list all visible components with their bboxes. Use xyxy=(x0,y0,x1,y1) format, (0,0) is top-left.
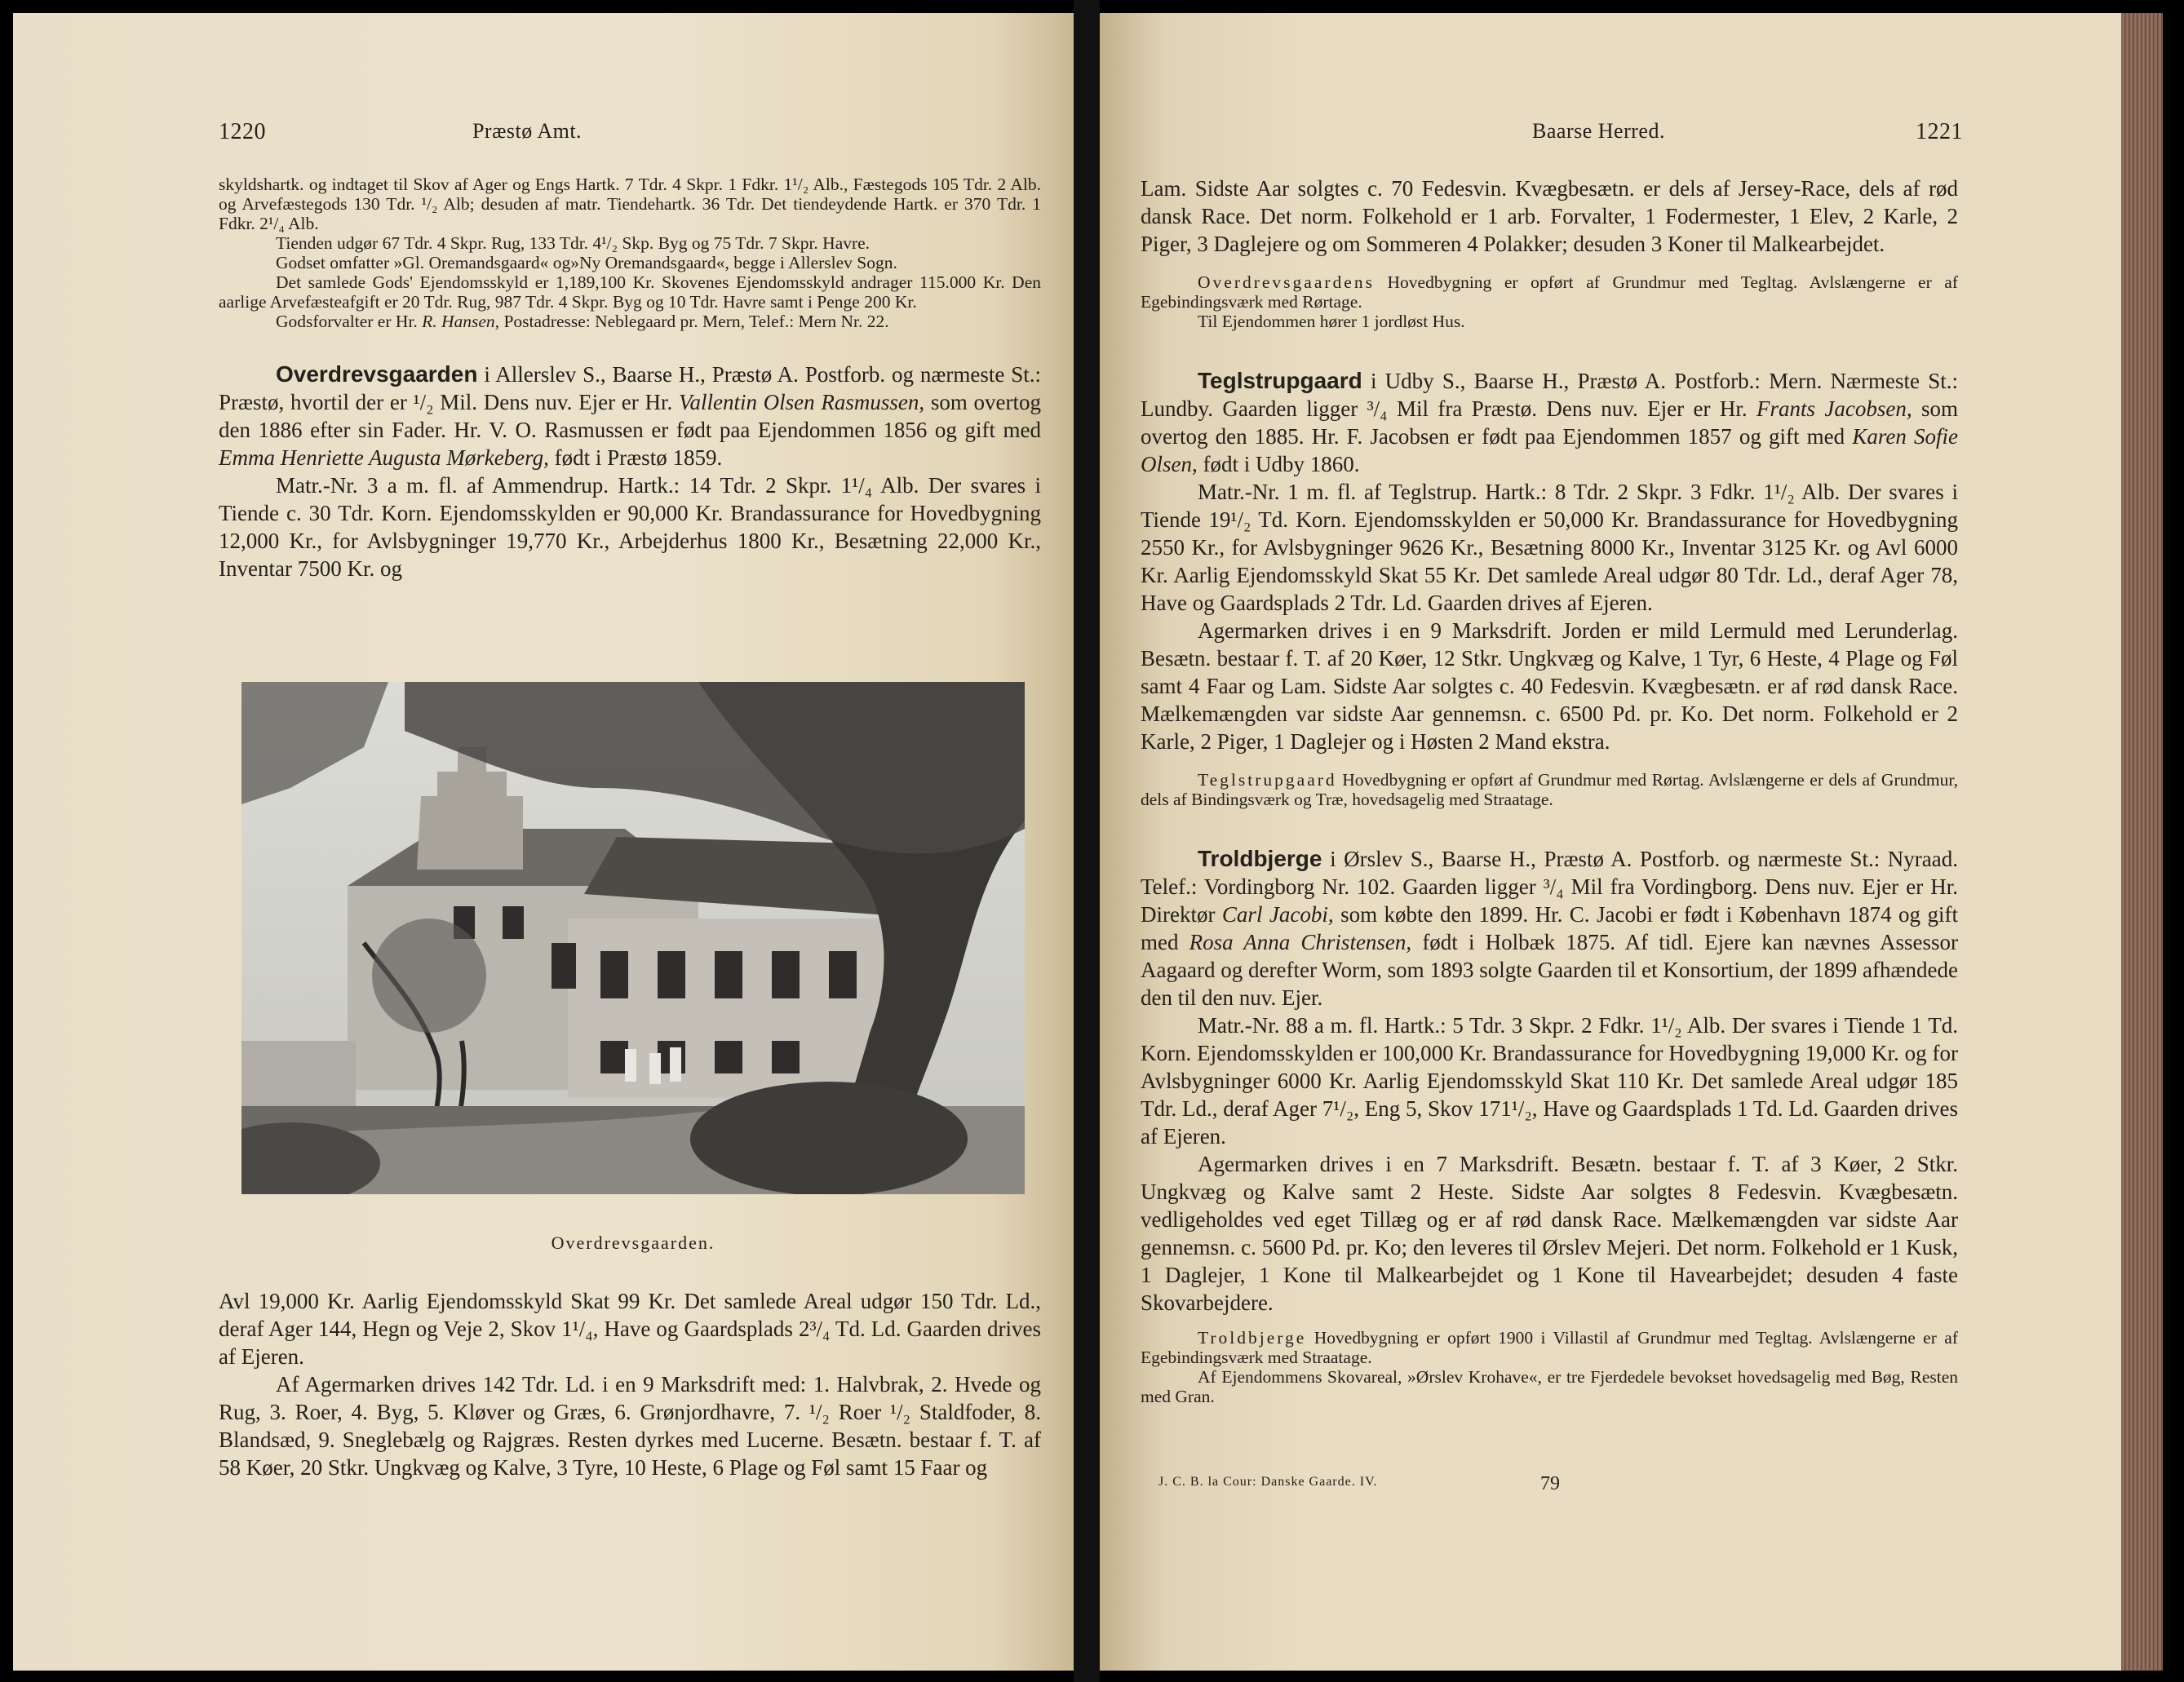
right-page xyxy=(1100,13,2163,1671)
photo-caption: Overdrevsgaarden. xyxy=(551,1233,715,1253)
troldbjerge-agermarken: Agermarken drives i en 7 Marksdrift. Besætn. bestaar f. T. af 3 Køer, 2 Stkr. Ungkvæg og Kalve samt 2 Heste. Sidste Aar solgtes 8 Fedesvin. Kvægbesætn. vedligeholdes ved eget Tillæg og er af rød dansk Race. Mælkemængden var sidste Aar gennemsn. c. 5600 Pd. pr. Ko; den leveres til Ørslev Mejeri. Det norm. Folkehold er 1 Kusk, 1 Daglejer, 1 Kone til Malkearbejdet og 1 Kone til Havearbejdet; desuden 4 faste Skovarbejdere. xyxy=(1141,1152,1958,1315)
signature-mark: 79 xyxy=(1540,1473,1560,1494)
teglstrup-matr: Matr.-Nr. 1 m. fl. af Teglstrup. Hartk.: 8 Tdr. 2 Skpr. 3 Fdkr. 1¹/₂ Alb. Der svares i Tiende 19¹/₂ Td. Korn. Ejendomsskylden er 50,000 Kr. Brandassurance for Hovedbygning 2550 Kr., for Avlsbygninger 9626 Kr., Besætning 8000 Kr., Inventar 3125 Kr. og Avl 6000 Kr. Aarlig Ejendomsskyld Skat 55 Kr. Det samlede Areal udgør 80 Tdr. Ld., deraf Ager 78, Have og Gaardsplads 2 Tdr. Ld. Gaarden drives af Ejeren. xyxy=(1141,480,1958,615)
tienden-paragraph: Tienden udgør 67 Tdr. 4 Skpr. Rug, 133 Tdr. 4¹/₂ Skp. Byg og 75 Tdr. 7 Skpr. Havre. xyxy=(276,233,870,253)
footer-credit: J. C. B. la Cour: Danske Gaarde. IV. xyxy=(1158,1475,1378,1489)
left-page-number: 1220 xyxy=(219,119,266,144)
left-text-column-lower xyxy=(219,1287,1041,1481)
overdrev-areal: Avl 19,000 Kr. Aarlig Ejendomsskyld Skat 99 Kr. Det samlede Areal udgør 150 Tdr. Ld., deraf Ager 144, Hegn og Veje 2, Skov 1¹/₄, Have og Gaardsplads 2³/₄ Td. Ld. Gaarden drives af Ejeren. xyxy=(219,1289,1041,1369)
book-gutter xyxy=(1074,0,1100,1682)
teglstrup-agermarken: Agermarken drives i en 9 Marksdrift. Jorden er mild Lermuld med Lerunderlag. Besætn. bestaar f. T. af 20 Køer, 12 Stkr. Ungkvæg og Kalve, 1 Tyr, 6 Heste, 4 Plage og Føl samt 4 Faar og Lam. Sidste Aar solgtes c. 40 Fedesvin. Kvægbesætn. er af rød dansk Race. Mælkemængden var sidste Aar gennemsn. c. 6500 Pd. pr. Ko. Det norm. Folkehold er 2 Karle, 2 Piger, 1 Daglejer og i Høsten 2 Mand ekstra. xyxy=(1141,618,1958,754)
left-text-column xyxy=(219,175,1041,582)
troldbjerge-forest-note: Af Ejendommens Skovareal, »Ørslev Krohave«, er tre Fjerdedele bevokset hovedsagelig med Bøg, Resten med Gran. xyxy=(1141,1367,1958,1406)
overdrev-hus-note: Til Ejendommen hører 1 jordløst Hus. xyxy=(1198,312,1465,331)
overdrev-continuation: Lam. Sidste Aar solgtes c. 70 Fedesvin. Kvægbesætn. er dels af Jersey-Race, dels af rød dansk Race. Det norm. Folkehold er 1 arb. Forvalter, 1 Fodermester, 1 Elev, 2 Karle, 2 Piger, 3 Daglejere og om Sommeren 4 Polakker; desuden 3 Koner til Malkearbejdet. xyxy=(1141,176,1958,256)
overdrev-title: Overdrevsgaarden xyxy=(276,361,478,387)
left-page xyxy=(13,13,1074,1671)
teglstrup-intro: Teglstrupgaard i Udby S., Baarse H., Præstø A. Postforb.: Mern. Nærmeste St.: Lundby. Gaarden ligger ³/₄ Mil fra Præstø. Dens nuv. Ejer er Hr. Frants Jacobsen, som overtog den 1885. Hr. F. Jacobsen er født paa Ejendommen 1857 og gift med Karen Sofie Olsen, født i Udby 1860. xyxy=(1141,368,1959,476)
overdrev-matr: Matr.-Nr. 3 a m. fl. af Ammendrup. Hartk.: 14 Tdr. 2 Skpr. 1¹/₄ Alb. Der svares i Tiende c. 30 Tdr. Korn. Ejendomsskylden er 90,000 Kr. Brandassurance for Hovedbygning 12,000 Kr., for Avlsbygninger 19,770 Kr., Arbejderhus 1800 Kr., Besætning 22,000 Kr., Inventar 7500 Kr. og xyxy=(219,473,1041,581)
ejendomsskyld-paragraph: Det samlede Gods' Ejendomsskyld er 1,189,100 Kr. Skovenes Ejendomsskyld andrager 115.000 Kr. Den aarlige Arvefæsteafgift er 20 Tdr. Rug, 987 Tdr. 4 Skpr. Byg og 10 Tdr. Havre samt i Penge 200 Kr. xyxy=(219,272,1041,312)
right-page-number: 1221 xyxy=(1916,119,1963,144)
left-running-head: Præstø Amt. xyxy=(472,119,583,143)
right-text-column xyxy=(1141,175,1958,1406)
teglstrup-title: Teglstrupgaard xyxy=(1198,368,1362,393)
godset-paragraph: skyldshartk. og indtaget til Skov af Ager og Engs Hartk. 7 Tdr. 4 Skpr. 1 Fdkr. 1¹/₂ Alb., Fæstegods 105 Tdr. 2 Alb. og Arvefæstegods 130 Tdr. ¹/₂ Alb; desuden af matr. Tiendehartk. 36 Tdr. Det tiendeydende Hartk. er 370 Tdr. 1 Fdkr. 2¹/₄ Alb. xyxy=(219,175,1041,233)
overdrev-intro: Overdrevsgaarden i Allerslev S., Baarse H., Præstø A. Postforb. og nærmeste St.: Præstø, hvortil der er ¹/₂ Mil. Dens nuv. Ejer er Hr. Vallentin Olsen Rasmussen, som overtog den 1886 efter sin Fader. Hr. V. O. Rasmussen er født paa Ejendommen 1856 og gift med Emma Henriette Augusta Mørkeberg, født i Præstø 1859. xyxy=(219,361,1042,470)
right-running-head: Baarse Herred. xyxy=(1532,119,1665,143)
teglstrup-building-note: Teglstrupgaard Hovedbygning er opført af Grundmur med Rørtag. Avlslængerne er dels af Grundmur, dels af Bindingsværk og Træ, hovedsagelig med Straatage. xyxy=(1141,770,1958,809)
overdrevsgaarden-photo xyxy=(241,682,1025,1194)
page-edge-stack xyxy=(2121,13,2163,1671)
godsforvalter-paragraph: Godsforvalter er Hr. R. Hansen, Postadresse: Neblegaard pr. Mern, Telef.: Mern Nr. 22. xyxy=(276,312,889,331)
troldbjerge-building-note: Troldbjerge Hovedbygning er opført 1900 i Villastil af Grundmur med Tegltag. Avlslængerne er af Egebindingsværk med Straatage. xyxy=(1141,1328,1958,1367)
troldbjerge-intro: Troldbjerge i Ørslev S., Baarse H., Præstø A. Postforb. og nærmeste St.: Nyraad. Telef.: Vordingborg Nr. 102. Gaarden ligger ³/₄ Mil fra Vordingborg. Dens nuv. Ejer er Hr. Direktør Carl Jacobi, som købte den 1899. Hr. C. Jacobi er født i København 1874 og gift med Rosa Anna Christensen, født i Holbæk 1875. Af tidl. Ejere kan nævnes Assessor Aagaard og derefter Worm, som 1893 solgte Gaarden til et Konsortium, der 1899 afhændede den til den nuv. Ejer. xyxy=(1141,846,1959,1010)
overdrev-building-note: Overdrevsgaardens Hovedbygning er opført af Grundmur med Tegltag. Avlslængerne er af Egebindingsværk med Rørtage. xyxy=(1141,272,1959,312)
troldbjerge-title: Troldbjerge xyxy=(1198,846,1322,871)
godset-omfatter-paragraph: Godset omfatter »Gl. Oremandsgaard« og»Ny Oremandsgaard«, begge i Allerslev Sogn. xyxy=(276,253,897,272)
troldbjerge-matr: Matr.-Nr. 88 a m. fl. Hartk.: 5 Tdr. 3 Skpr. 2 Fdkr. 1¹/₂ Alb. Der svares i Tiende 1 Td. Korn. Ejendomsskylden er 100,000 Kr. Brandassurance for Hovedbygning 19,000 Kr. og for Avlsbygninger 6000 Kr. Aarlig Ejendomsskyld Skat 110 Kr. Det samlede Areal udgør 185 Tdr. Ld., deraf Ager 7¹/₂, Eng 5, Skov 171¹/₂, Have og Gaardsplads 1 Td. Ld. Gaarden drives af Ejeren. xyxy=(1141,1013,1958,1149)
overdrev-agermarken: Af Agermarken drives 142 Tdr. Ld. i en 9 Marksdrift med: 1. Halvbrak, 2. Hvede og Rug, 3. Roer, 4. Byg, 5. Kløver og Græs, 6. Grønjordhavre, 7. ¹/₂ Roer ¹/₂ Staldfoder, 8. Blandsæd, 9. Sneglebælg og Rajgræs. Resten dyrkes med Lucerne. Besætn. bestaar f. T. af 58 Køer, 20 Stkr. Ungkvæg og Kalve, 3 Tyre, 10 Heste, 6 Plage og Føl samt 15 Faar og xyxy=(219,1372,1041,1480)
